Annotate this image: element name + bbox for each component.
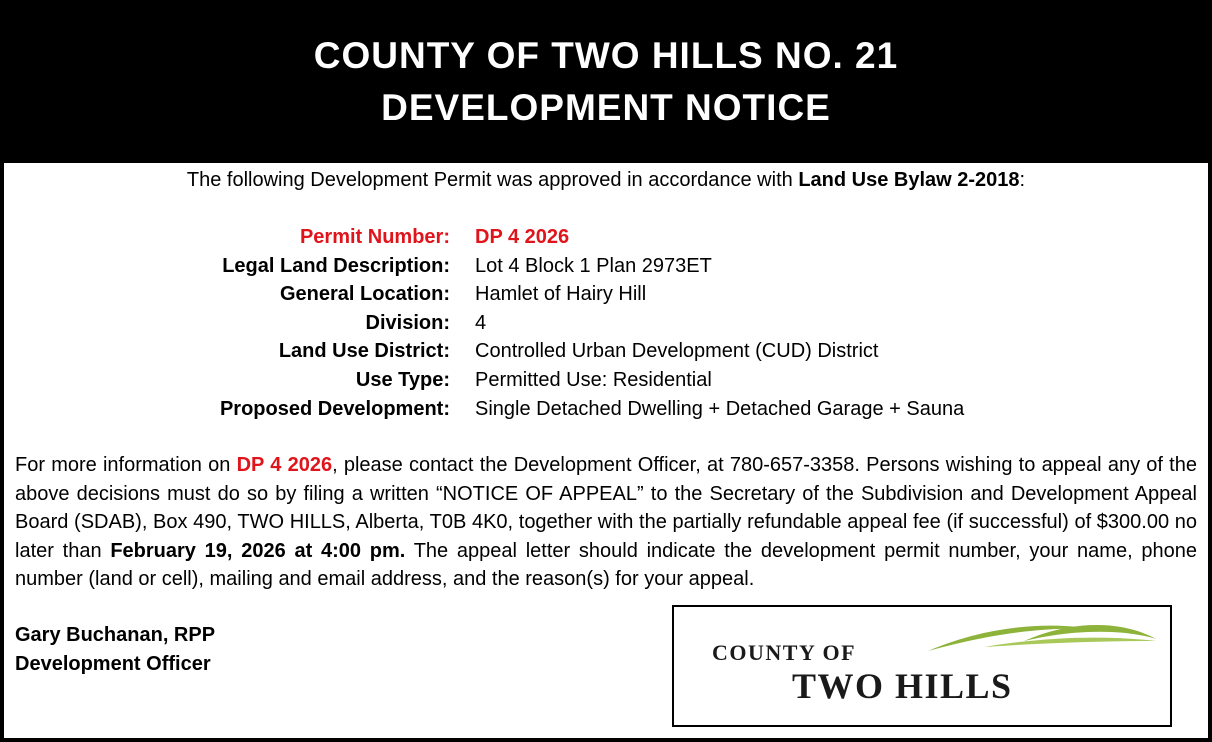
para-part-2: , please contact the Development Officer, at 780-657-3358. Persons wishing to appeal any of the above decisions must do so by filing a written “NOTICE OF APPEAL” to the Secretary of the Subdivision and Development Appeal Board (SDAB), Box 490, TWO HILLS, Alberta, T0B 4K0, together with the partially refundable appeal fee (if successful) of $300.00 no later than [15, 454, 1197, 562]
para-deadline: February 19, 2026 at 4:00 pm. [110, 539, 406, 562]
detail-row-land-use-district [4, 337, 1208, 366]
logo-text-top: COUNTY OF [712, 640, 857, 665]
signature-name: Gary Buchanan, RPP [15, 624, 216, 646]
detail-label: Division: [365, 311, 450, 334]
notice-body [4, 163, 1208, 738]
detail-label: Permit Number: [299, 226, 450, 248]
intro-text [4, 167, 1208, 193]
intro-suffix: : [1019, 169, 1026, 191]
detail-label: General Location: [279, 283, 450, 306]
header-notice-title: DEVELOPMENT NOTICE [381, 87, 831, 128]
detail-row-proposed-development [4, 395, 1208, 424]
detail-row-division [4, 309, 1208, 338]
detail-row-general-location [4, 280, 1208, 309]
para-part-3: The appeal letter should indicate the development permit number, your name, phone number (land or cell), mailing and email address, and the reason(s) for your appeal. [15, 539, 1197, 590]
detail-value: 4 [475, 311, 487, 334]
para-permit-number: DP 4 2026 [236, 454, 333, 476]
hills-icon [924, 619, 1160, 663]
detail-value: DP 4 2026 [475, 226, 570, 248]
detail-value: Single Detached Dwelling + Detached Garage + Sauna [475, 397, 965, 420]
detail-value: Lot 4 Block 1 Plan 2973ET [475, 254, 712, 277]
detail-value: Permitted Use: Residential [475, 368, 712, 391]
intro-bylaw: Land Use Bylaw 2-2018 [798, 169, 1020, 191]
detail-row-permit-number [4, 223, 1208, 252]
detail-label: Legal Land Description: [222, 254, 450, 277]
hill-underline [984, 638, 1156, 647]
para-part-1: For more information on [15, 454, 237, 476]
detail-value: Controlled Urban Development (CUD) District [475, 340, 879, 363]
detail-value: Hamlet of Hairy Hill [475, 283, 647, 306]
county-logo [672, 605, 1172, 727]
detail-row-legal-land [4, 252, 1208, 281]
detail-label: Use Type: [355, 368, 450, 391]
logo-text-bottom: TWO HILLS [792, 666, 1013, 706]
intro-prefix: The following Development Permit was approved in accordance with [186, 169, 799, 191]
detail-row-use-type [4, 366, 1208, 395]
appeal-paragraph [15, 451, 1197, 594]
header-county-title: COUNTY OF TWO HILLS NO. 21 [313, 35, 899, 76]
detail-label: Proposed Development: [219, 397, 450, 420]
detail-label: Land Use District: [278, 340, 450, 363]
signature-block [15, 621, 215, 678]
notice-header [0, 0, 1212, 165]
permit-details [4, 223, 1208, 423]
signature-title: Development Officer [15, 652, 211, 675]
